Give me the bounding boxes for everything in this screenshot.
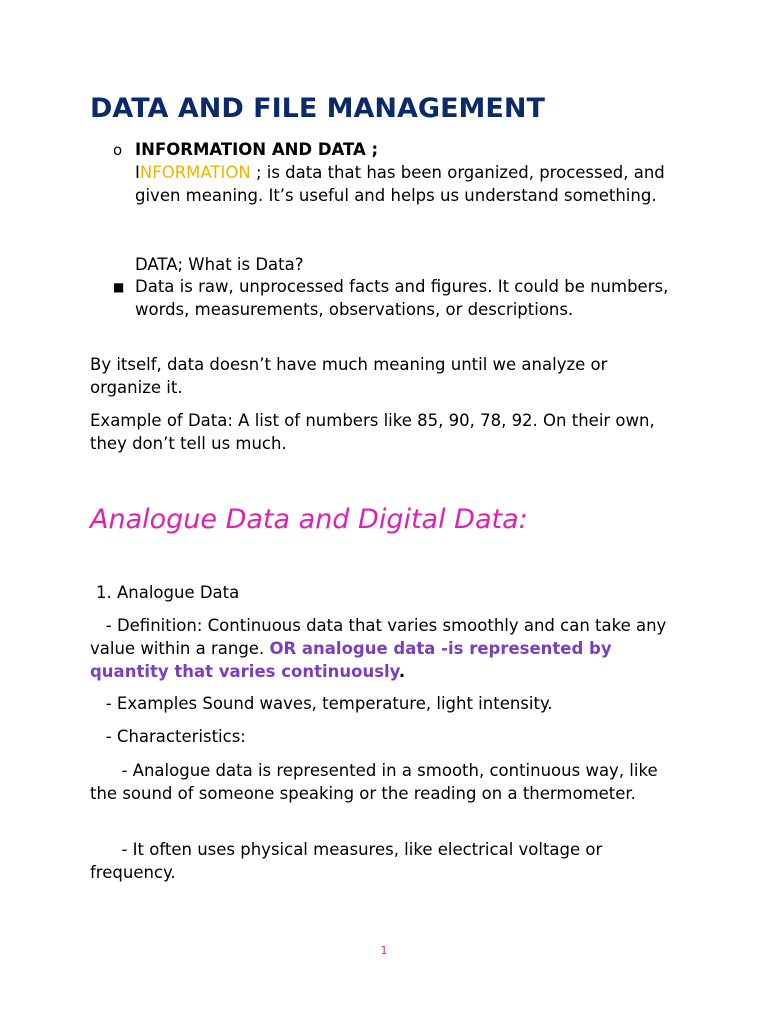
paragraph-data-meaning: By itself, data doesn’t have much meaning until we analyze or organize it.: [90, 355, 608, 397]
analogue-examples: - Examples Sound waves, temperature, light intensity.: [90, 694, 553, 713]
information-and-data-heading: INFORMATION AND DATA ;: [135, 140, 379, 159]
data-question: DATA; What is Data?: [135, 255, 304, 274]
square-bullet-icon: ■: [113, 280, 125, 294]
page-number: 1: [380, 944, 388, 957]
analogue-data-title: 1. Analogue Data: [96, 583, 240, 602]
information-first-letter: I: [135, 163, 140, 182]
paragraph-data-example: Example of Data: A list of numbers like 85, 90, 78, 92. On their own, they don’t tell us much.: [90, 411, 655, 453]
analogue-characteristics-label: - Characteristics:: [90, 727, 246, 746]
section-heading-analogue-digital: Analogue Data and Digital Data:: [90, 504, 528, 535]
data-definition: Data is raw, unprocessed facts and figures. It could be numbers, words, measurements, observations, or descriptions.: [135, 277, 669, 319]
information-highlight: NFORMATION: [139, 163, 256, 182]
analogue-definition: [90, 614, 680, 683]
analogue-characteristic-1: - Analogue data is represented in a smooth, continuous way, like the sound of someone speaking or the reading on a thermometer.: [90, 761, 663, 803]
analogue-definition-text: - Definition: Continuous data that varies smoothly and can take any value within a range.: [90, 616, 672, 658]
analogue-characteristic-2: - It often uses physical measures, like electrical voltage or frequency.: [90, 840, 608, 882]
information-definition: [135, 161, 695, 207]
analogue-definition-end: .: [398, 662, 406, 681]
analogue-definition-emphasis: OR analogue data -is represented by quantity that varies continuously: [90, 639, 618, 681]
list-marker-o: o: [113, 141, 123, 159]
information-definition-text: ; is data that has been organized, processed, and given meaning. It’s useful and helps us understand something.: [135, 163, 665, 205]
document-title: DATA AND FILE MANAGEMENT: [90, 93, 545, 124]
